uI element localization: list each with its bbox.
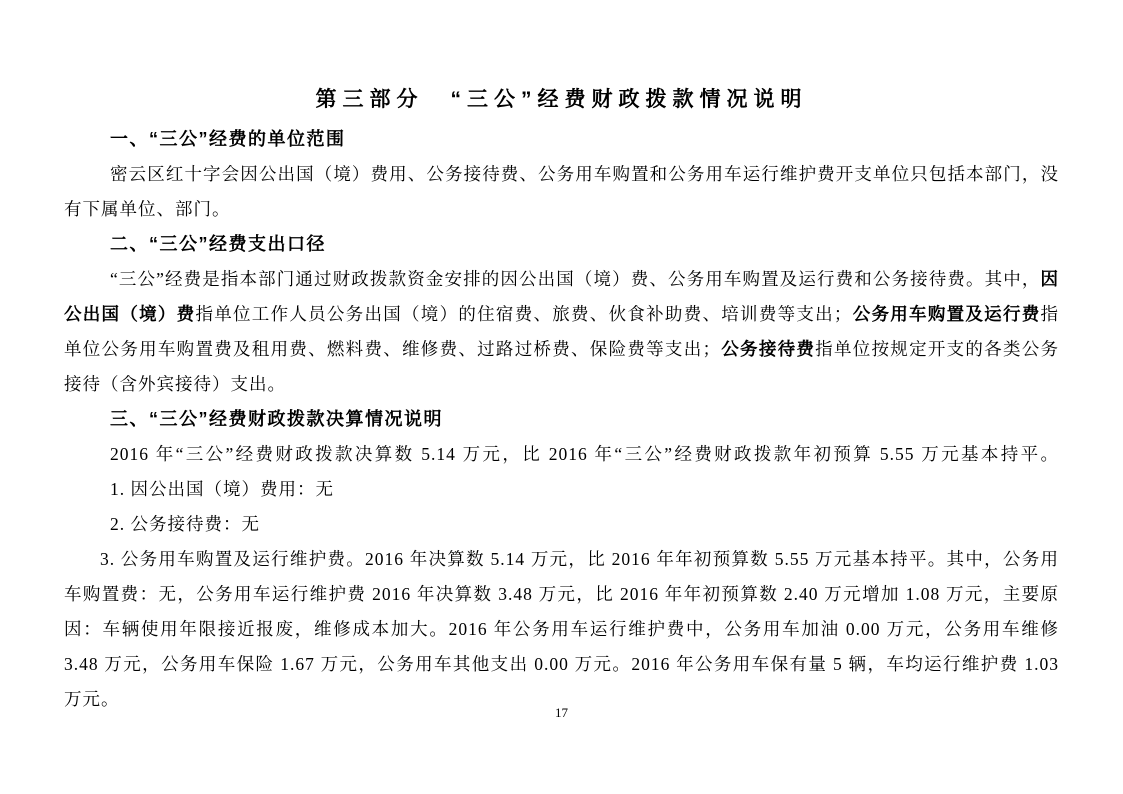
text-segment: 2016 年“三公”经费财政拨款决算数 5.14 万元，比 2016 年“三公”经费财政拨款年初预算 5.55 万元基本持平。	[110, 444, 1059, 464]
section-unit-scope	[64, 122, 1059, 227]
section-heading-3: 三、“三公”经费财政拨款决算情况说明	[110, 409, 443, 429]
text-segment-bold: 因公出国（境）费	[64, 269, 1059, 324]
text-segment: “三公”经费是指本部门通过财政拨款资金安排的因公出国（境）费、公务用车购置及运行费和公务接待费。其中，	[110, 269, 1041, 289]
text-segment: 3. 公务用车购置及运行维护费。2016 年决算数 5.14 万元，比 2016 年年初预算数 5.55 万元基本持平。其中，公务用车购置费：无，公务用车运行维护费 2016 年决算数 3.48 万元，比 2016 年年初预算数 2.40 万元增加 1.08 万元，主要原因：车辆使用年限接近报废，维修成本加大。2016 年公务用车运行维护费中，公务用车加油 0.00 万元，公务用车维修 3.48 万元，公务用车保险 1.67 万元，公务用车其他支出 0.00 万元。2016 年公务用车保有量 5 辆，车均运行维护费 1.03 万元。	[64, 549, 1059, 709]
section-final-accounts	[64, 402, 1059, 717]
text-segment: 密云区红十字会因公出国（境）费用、公务接待费、公务用车购置和公务用车运行维护费开支单位只包括本部门，没有下属单位、部门。	[64, 164, 1059, 219]
document-title: 第三部分 “三公”经费财政拨款情况说明	[315, 88, 808, 111]
paragraph	[64, 157, 1059, 227]
section-heading-2: 二、“三公”经费支出口径	[110, 234, 326, 254]
paragraph-item-3	[64, 542, 1059, 717]
text-segment: 指单位工作人员公务出国（境）的住宿费、旅费、伙食补助费、培训费等支出；	[195, 304, 853, 324]
text-segment: 指单位按规定开支的各类公务接待（含外宾接待）支出。	[64, 339, 1060, 394]
text-segment-bold: 公务用车购置及运行费	[852, 304, 1041, 324]
paragraph	[64, 262, 1059, 402]
text-segment: 指单位公务用车购置费及租用费、燃料费、维修费、过路过桥费、保险费等支出；	[64, 304, 1060, 359]
section-expense-definition	[64, 227, 1059, 402]
paragraph-item-1	[64, 472, 1059, 507]
paragraph	[64, 437, 1059, 472]
paragraph-item-2	[64, 507, 1059, 542]
document-content	[64, 86, 1059, 717]
text-segment: 2. 公务接待费：无	[110, 514, 260, 534]
section-heading-1: 一、“三公”经费的单位范围	[110, 129, 346, 149]
page-number: 17	[555, 705, 568, 720]
text-segment: 1. 因公出国（境）费用：无	[110, 479, 334, 499]
text-segment-bold: 公务接待费	[720, 339, 816, 359]
